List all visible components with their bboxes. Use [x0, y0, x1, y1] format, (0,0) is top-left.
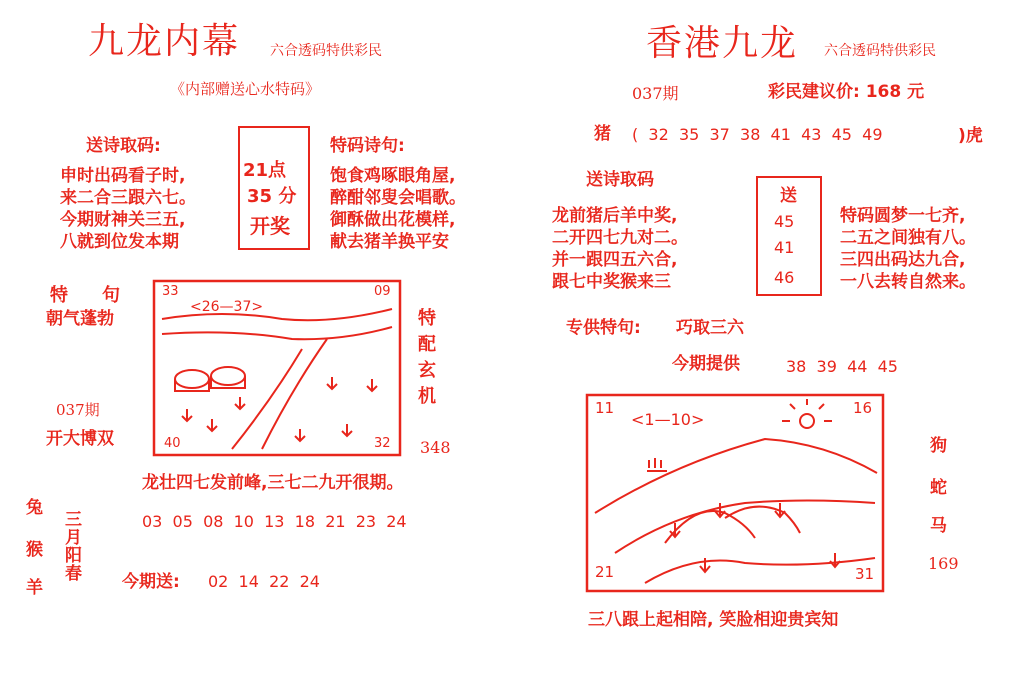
left-verse — [330, 165, 466, 253]
left-verse-line-3: 御酥做出花模样, — [330, 210, 456, 230]
left-title: 九龙内幕 — [88, 21, 241, 62]
right-send-num-3: 46 — [774, 268, 795, 287]
left-numbers: 03 05 08 10 13 18 21 23 24 — [142, 512, 407, 531]
right-side-animal-3: 马 — [930, 516, 947, 536]
left-issue: 037期 — [56, 401, 100, 419]
left-animal-3: 羊 — [26, 578, 43, 598]
right-verse-line-1: 特码圆梦一七齐, — [840, 206, 966, 226]
right-drawing-tr: 16 — [853, 399, 873, 417]
left-verse-line-1: 饱食鸡啄眼角屋, — [330, 166, 456, 186]
left-today-label: 今期送: — [122, 572, 180, 592]
right-price: 彩民建议价: 168 元 — [768, 82, 925, 102]
right-today-label: 今期提供 — [672, 354, 740, 374]
left-side-note: 特配玄机 — [415, 308, 436, 412]
right-drawing — [585, 393, 885, 593]
left-verse-line-4: 献去猪羊换平安 — [330, 232, 449, 252]
left-gift-line: 《内部赠送心水特码》 — [170, 80, 321, 98]
right-poem — [552, 205, 688, 293]
right-send-label: 送 — [780, 186, 797, 206]
left-season: 三月阳春 — [61, 510, 81, 582]
right-poem-line-2: 二开四七九对二。 — [552, 228, 688, 248]
left-time-hour: 21点 — [243, 160, 287, 181]
right-subtitle: 六合透码特供彩民 — [824, 43, 936, 59]
left-bottom-line: 龙壮四七发前峰,三七二九开很期。 — [142, 473, 404, 493]
left-subtitle: 六合透码特供彩民 — [270, 43, 382, 59]
left-side-num: 348 — [420, 438, 451, 457]
right-verse-line-4: 一八去转自然来。 — [840, 272, 976, 292]
right-send-num-1: 45 — [774, 212, 795, 231]
left-poem-line-4: 八就到位发本期 — [60, 232, 179, 252]
left-drawing — [152, 279, 402, 457]
left-verse-head: 特码诗句: — [330, 136, 405, 156]
right-today-nums: 38 39 44 45 — [786, 357, 898, 376]
right-pig-label: 猪 — [594, 124, 611, 144]
right-special-label: 专供特句: — [566, 318, 641, 338]
right-send-num-2: 41 — [774, 238, 795, 257]
left-verse-line-2: 醉酣邻叟会唱歌。 — [330, 188, 466, 208]
left-poem-line-3: 今期财神关三五, — [60, 210, 186, 230]
left-drawing-tr: 09 — [374, 284, 391, 299]
right-poem-head: 送诗取码 — [586, 170, 654, 190]
left-drawing-br: 32 — [374, 436, 391, 451]
right-drawing-bl: 21 — [595, 563, 615, 581]
right-issue: 037期 — [632, 84, 679, 103]
right-verse — [840, 205, 976, 293]
right-poem-line-1: 龙前猪后羊中奖, — [552, 206, 678, 226]
left-drawing-range: <26—37> — [190, 299, 264, 315]
left-poem-line-1: 申时出码看子时, — [60, 166, 186, 186]
left-poem-head: 送诗取码: — [86, 136, 161, 156]
left-special-head-1: 特 — [50, 285, 68, 306]
right-poem-line-3: 并一跟四五六合, — [552, 250, 678, 270]
right-side-animal-2: 蛇 — [930, 478, 947, 498]
right-special-phrase: 巧取三六 — [676, 318, 744, 338]
left-today-nums: 02 14 22 24 — [208, 572, 320, 591]
right-pig-nums: ( 32 35 37 38 41 43 45 49 — [632, 125, 883, 144]
right-title: 香港九龙 — [646, 23, 799, 64]
left-poem-line-2: 来二合三跟六七。 — [60, 188, 196, 208]
right-verse-line-2: 二五之间独有八。 — [840, 228, 976, 248]
right-verse-line-3: 三四出码达九合, — [840, 250, 966, 270]
right-poem-line-4: 跟七中奖猴来三 — [552, 272, 671, 292]
right-bottom-line: 三八跟上起相陪, 笑脸相迎贵宾知 — [588, 610, 839, 630]
left-poem — [60, 165, 196, 253]
right-side-num: 169 — [928, 554, 959, 573]
left-drawing-bl: 40 — [164, 436, 181, 451]
left-special-phrase: 朝气蓬勃 — [46, 309, 114, 329]
right-side-animal-1: 狗 — [930, 436, 947, 456]
left-open-label: 开奖 — [250, 214, 290, 238]
left-special-head-2: 句 — [102, 285, 120, 306]
right-drawing-range: <1—10> — [631, 410, 705, 429]
right-tiger-label: )虎 — [958, 126, 983, 146]
right-drawing-tl: 11 — [595, 399, 615, 417]
left-time-min: 35 分 — [247, 186, 297, 207]
left-drawing-tl: 33 — [162, 284, 179, 299]
left-big-small: 开大博双 — [46, 429, 114, 449]
left-animal-2: 猴 — [26, 540, 43, 560]
right-drawing-br: 31 — [855, 565, 875, 583]
left-animal-1: 兔 — [26, 498, 43, 518]
